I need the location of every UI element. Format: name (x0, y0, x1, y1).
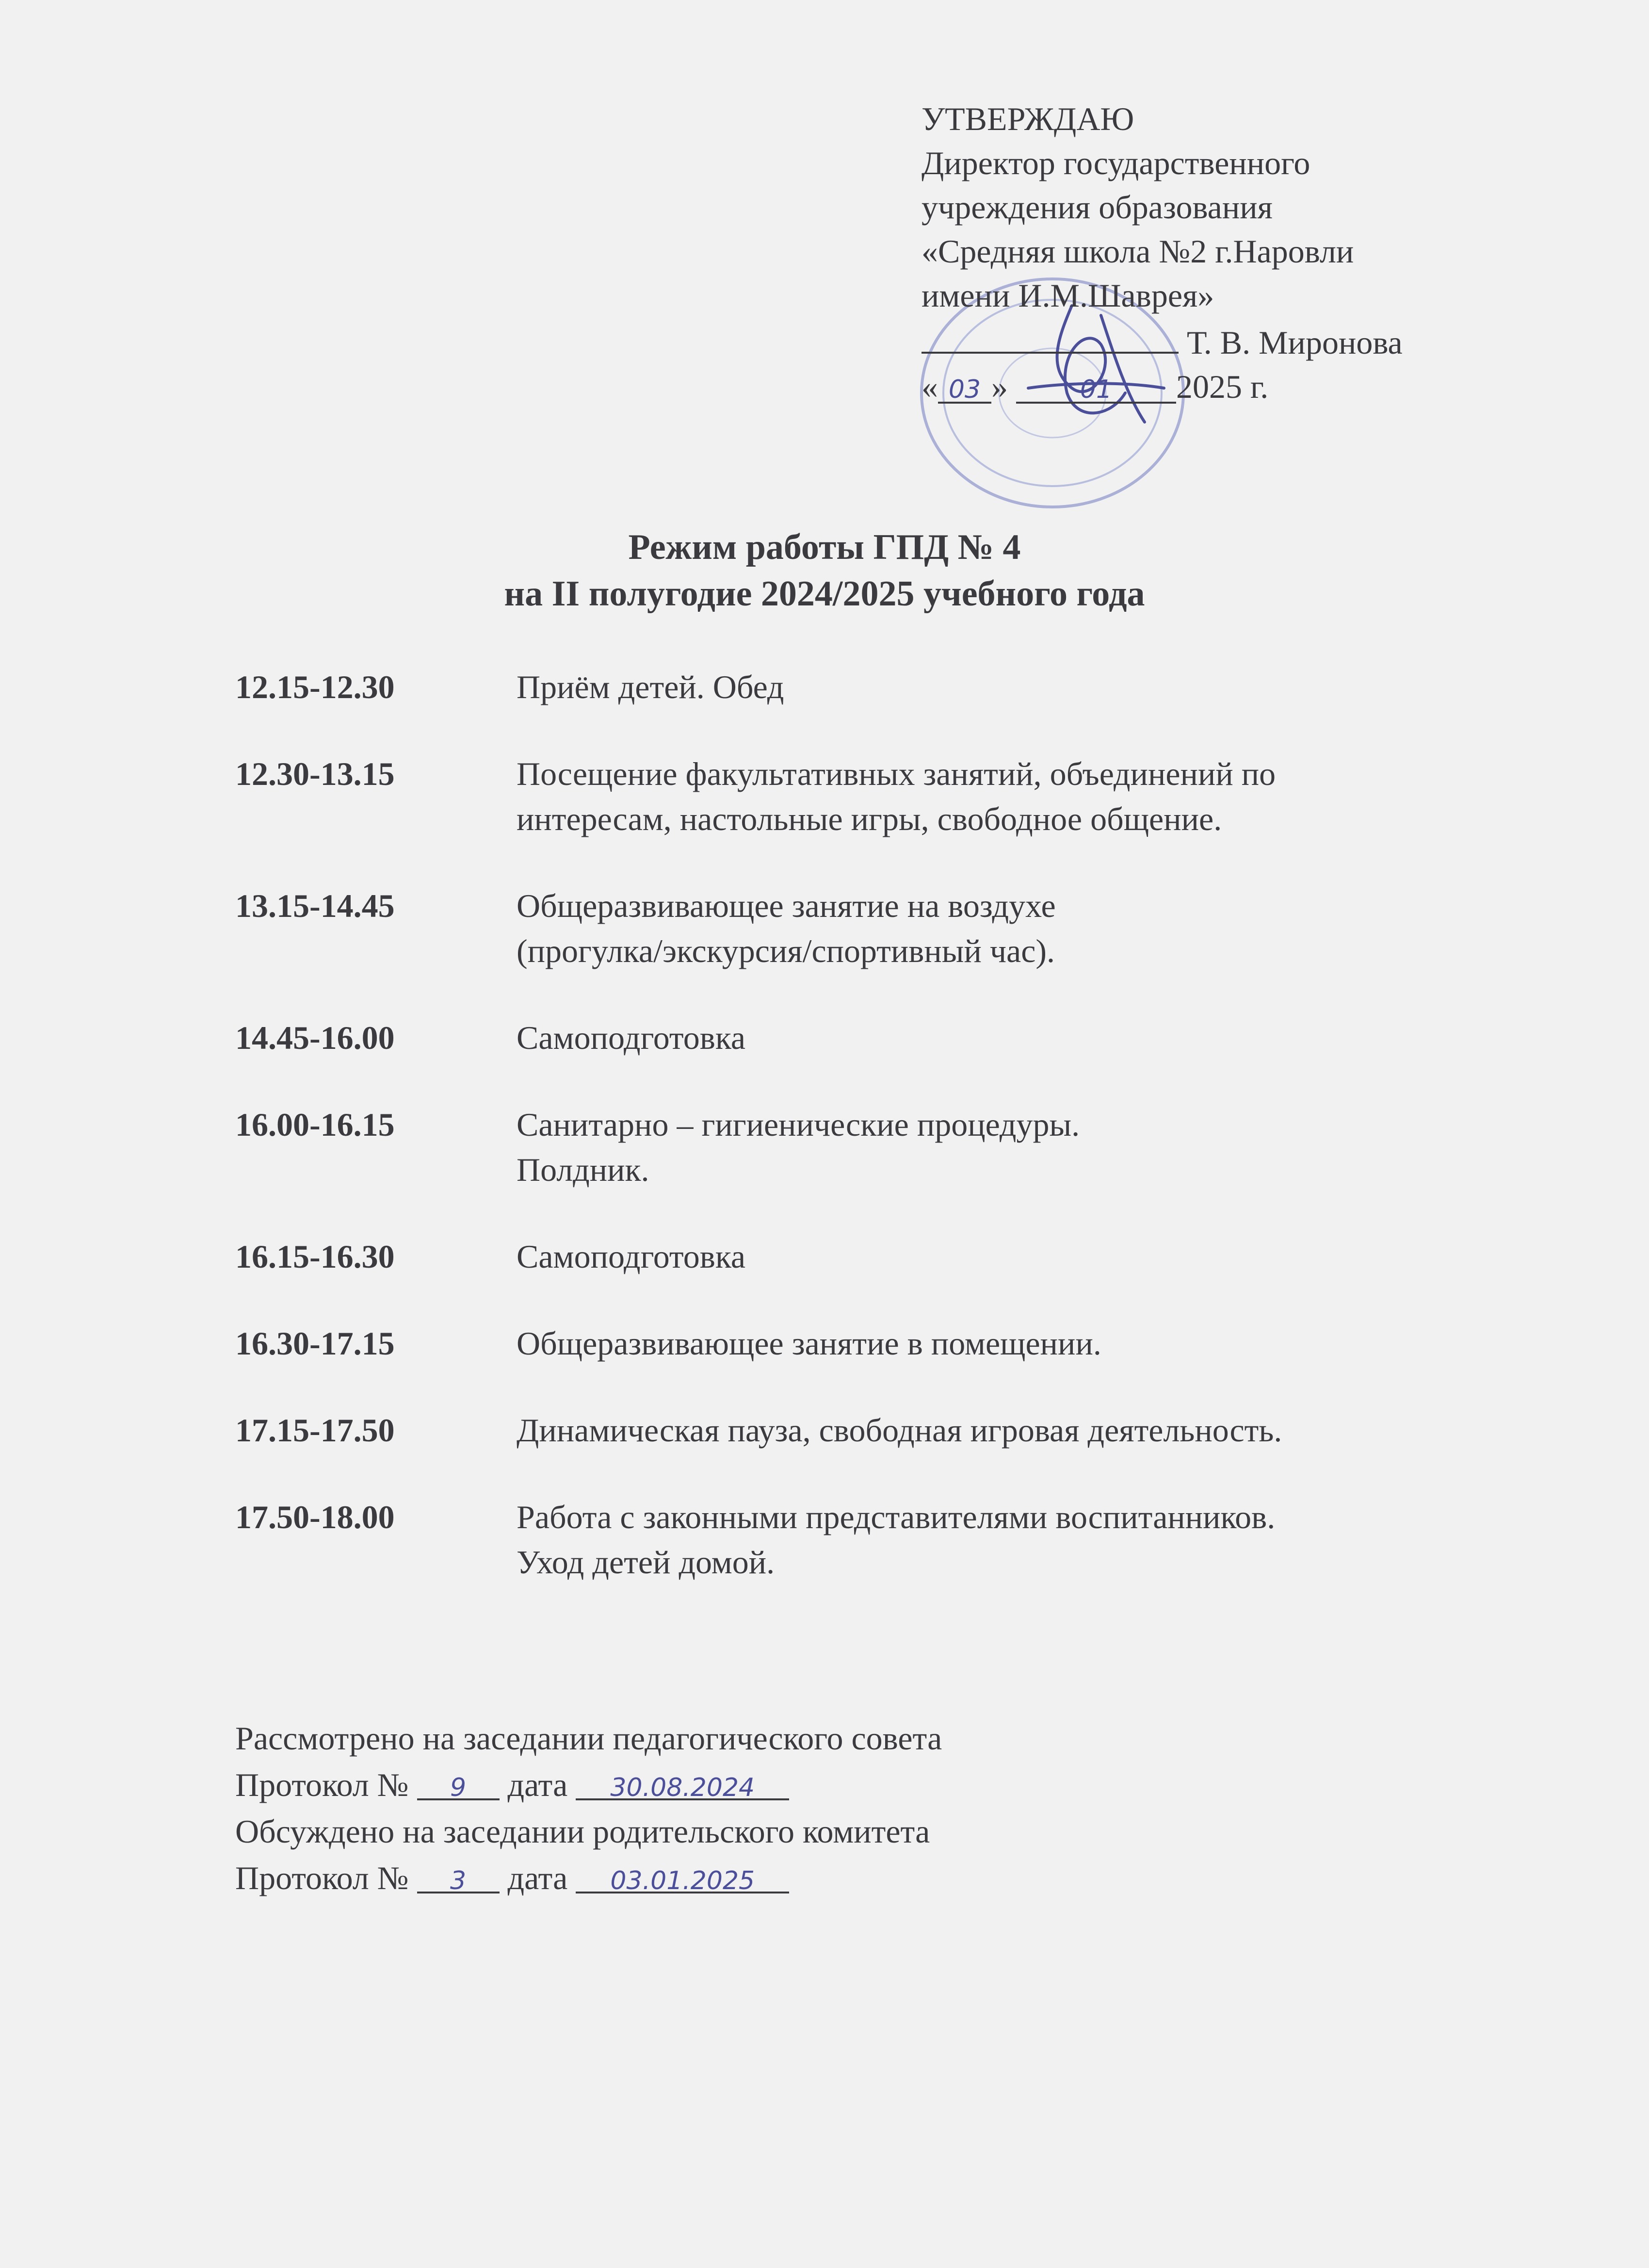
approval-signer: Т. В. Миронова (1187, 324, 1403, 361)
schedule-desc (517, 1234, 1545, 1279)
schedule-time: 16.00-16.15 (235, 1106, 395, 1143)
schedule-time: 12.15-12.30 (235, 669, 395, 705)
footer-block (235, 1715, 942, 1901)
protocol-1-date: 30.08.2024 (576, 1764, 789, 1800)
schedule-time: 13.15-14.45 (235, 887, 395, 924)
protocol-2-number: 3 (417, 1858, 500, 1893)
schedule-list (235, 665, 1545, 1585)
approval-date-day: 03 (938, 368, 991, 404)
schedule-desc-line: Самоподготовка (517, 1019, 746, 1056)
footer-parents-line: Обсуждено на заседании родительского комитета (235, 1813, 930, 1850)
signature-blank (922, 318, 1179, 354)
schedule-desc (517, 1102, 1545, 1192)
schedule-desc-line: Самоподготовка (517, 1238, 746, 1275)
schedule-row (235, 1234, 1545, 1279)
footer-council-line: Рассмотрено на заседании педагогического совета (235, 1720, 942, 1757)
protocol-1-date-label: дата (507, 1766, 568, 1803)
schedule-desc-line: Работа с законными представителями воспитанников. (517, 1499, 1276, 1535)
schedule-time: 14.45-16.00 (235, 1019, 395, 1056)
approval-line-2: учреждения образования (922, 189, 1273, 226)
schedule-row (235, 883, 1545, 974)
approval-line-4: имени И.М.Шаврея» (922, 277, 1214, 314)
schedule-desc-line: Общеразвивающее занятие на воздухе (517, 887, 1056, 924)
approval-date-year: 2025 г. (1176, 368, 1269, 405)
schedule-desc (517, 1408, 1545, 1453)
approval-signature-line (922, 318, 1403, 365)
schedule-time: 17.15-17.50 (235, 1412, 395, 1449)
title-line-1: Режим работы ГПД № 4 (628, 527, 1021, 567)
schedule-desc (517, 751, 1545, 842)
schedule-desc-line: Уход детей домой. (517, 1544, 775, 1581)
title-line-2: на II полугодие 2024/2025 учебного года (504, 574, 1145, 614)
schedule-desc (517, 1015, 1545, 1061)
protocol-1-number: 9 (417, 1764, 500, 1800)
schedule-desc (517, 883, 1545, 974)
schedule-row (235, 1015, 1545, 1061)
approval-heading: УТВЕРЖДАЮ (922, 100, 1134, 137)
protocol-2-date: 03.01.2025 (576, 1858, 789, 1893)
protocol-2-date-label: дата (507, 1860, 568, 1896)
schedule-desc (517, 665, 1545, 710)
schedule-row (235, 1321, 1545, 1366)
schedule-desc-line: Приём детей. Обед (517, 669, 784, 705)
schedule-desc-line: (прогулка/экскурсия/спортивный час). (517, 932, 1055, 969)
schedule-row (235, 1102, 1545, 1192)
approval-block (922, 97, 1403, 409)
schedule-time: 12.30-13.15 (235, 755, 395, 792)
approval-line-1: Директор государственного (922, 145, 1310, 181)
date-close-quote: » (991, 368, 1008, 405)
schedule-row (235, 665, 1545, 710)
schedule-row (235, 1408, 1545, 1453)
schedule-desc-line: Полдник. (517, 1151, 649, 1188)
footer-protocol-2 (235, 1855, 942, 1901)
document-title (0, 524, 1649, 617)
footer-protocol-1 (235, 1762, 942, 1808)
protocol-2-label: Протокол № (235, 1860, 409, 1896)
approval-line-3: «Средняя школа №2 г.Наровли (922, 233, 1354, 270)
schedule-desc-line: Общеразвивающее занятие в помещении. (517, 1325, 1101, 1362)
protocol-1-label: Протокол № (235, 1766, 409, 1803)
schedule-row (235, 1495, 1545, 1585)
schedule-desc-line: интересам, настольные игры, свободное общение. (517, 800, 1222, 837)
schedule-desc-line: Посещение факультативных занятий, объединений по (517, 755, 1276, 792)
approval-date-line (922, 365, 1403, 409)
schedule-desc-line: Санитарно – гигиенические процедуры. (517, 1106, 1080, 1143)
schedule-desc (517, 1495, 1545, 1585)
date-open-quote: « (922, 368, 938, 405)
schedule-time: 16.30-17.15 (235, 1325, 395, 1362)
schedule-desc (517, 1321, 1545, 1366)
schedule-time: 17.50-18.00 (235, 1499, 395, 1535)
schedule-time: 16.15-16.30 (235, 1238, 395, 1275)
schedule-row (235, 751, 1545, 842)
approval-date-month: 01 (1016, 368, 1176, 404)
schedule-desc-line: Динамическая пауза, свободная игровая деятельность. (517, 1412, 1282, 1449)
